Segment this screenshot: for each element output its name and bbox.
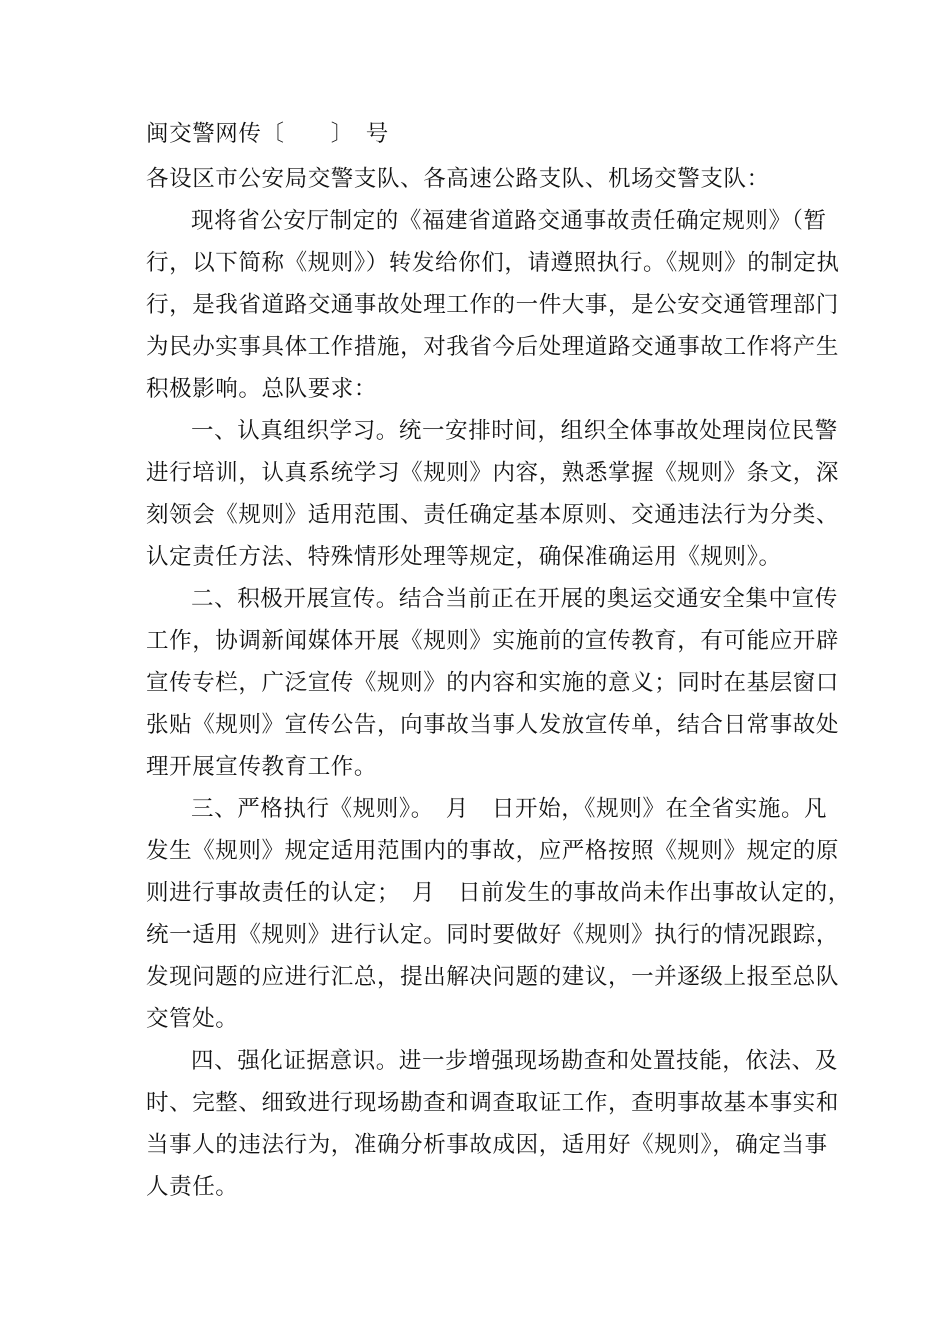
paragraph-line: 认定责任方法、特殊情形处理等规定，确保准确运用《规则》。 — [146, 544, 782, 570]
paragraph-line: 工作，协调新闻媒体开展《规则》实施前的宣传教育，有可能应开辟 — [146, 628, 840, 654]
paragraph-line: 宣传专栏，广泛宣传《规则》的内容和实施的意义；同时在基层窗口 — [146, 670, 840, 696]
paragraph-publicity — [146, 578, 840, 788]
paragraph-line: 人责任。 — [146, 1174, 239, 1200]
paragraph-line: 现将省公安厅制定的《福建省道路交通事故责任确定规则》（暂 — [191, 208, 827, 234]
paragraph-line: 二、积极开展宣传。结合当前正在开展的奥运交通安全集中宣传 — [191, 586, 838, 612]
paragraph-line: 四、强化证据意识。进一步增强现场勘查和处置技能，依法、及 — [191, 1048, 838, 1074]
paragraph-intro — [146, 200, 840, 410]
paragraph-study — [146, 410, 840, 578]
paragraph-line: 行，以下简称《规则》）转发给你们，请遵照执行。《规则》的制定执 — [146, 250, 840, 276]
paragraph-line: 积极影响。总队要求： — [146, 376, 378, 402]
paragraph-line: 为民办实事具体工作措施，对我省今后处理道路交通事故工作将产生 — [146, 334, 840, 360]
paragraph-line: 统一适用《规则》进行认定。同时要做好《规则》执行的情况跟踪， — [146, 922, 840, 948]
paragraph-line: 张贴《规则》宣传公告，向事故当事人发放宣传单，结合日常事故处 — [146, 712, 840, 738]
document-page — [146, 110, 851, 1208]
salutation: 各设区市公安局交警支队、各高速公路支队、机场交警支队： — [146, 166, 770, 192]
paragraph-line: 当事人的违法行为，准确分析事故成因，适用好《规则》，确定当事 — [146, 1132, 828, 1158]
paragraph-line: 行，是我省道路交通事故处理工作的一件大事，是公安交通管理部门 — [146, 292, 840, 318]
paragraph-line: 发现问题的应进行汇总，提出解决问题的建议，一并逐级上报至总队 — [146, 964, 840, 990]
paragraph-line: 理开展宣传教育工作。 — [146, 754, 378, 780]
paragraph-evidence — [146, 1040, 840, 1208]
paragraph-line: 三、严格执行《规则》。 月 日开始，《规则》在全省实施。凡 — [191, 796, 828, 822]
paragraph-line: 进行培训，认真系统学习《规则》内容，熟悉掌握《规则》条文，深 — [146, 460, 840, 486]
paragraph-line: 发生《规则》规定适用范围内的事故，应严格按照《规则》规定的原 — [146, 838, 840, 864]
paragraph-line: 时、完整、细致进行现场勘查和调查取证工作，查明事故基本事实和 — [146, 1090, 840, 1116]
paragraph-line: 一、认真组织学习。统一安排时间，组织全体事故处理岗位民警 — [191, 418, 838, 444]
paragraph-line: 交管处。 — [146, 1006, 239, 1032]
document-number: 闽交警网传〔 〕 号 — [146, 121, 389, 147]
paragraph-enforcement — [146, 788, 851, 1040]
paragraph-line: 则进行事故责任的认定； 月 日前发生的事故尚未作出事故认定的， — [146, 880, 851, 906]
paragraph-line: 刻领会《规则》适用范围、责任确定基本原则、交通违法行为分类、 — [146, 502, 840, 528]
